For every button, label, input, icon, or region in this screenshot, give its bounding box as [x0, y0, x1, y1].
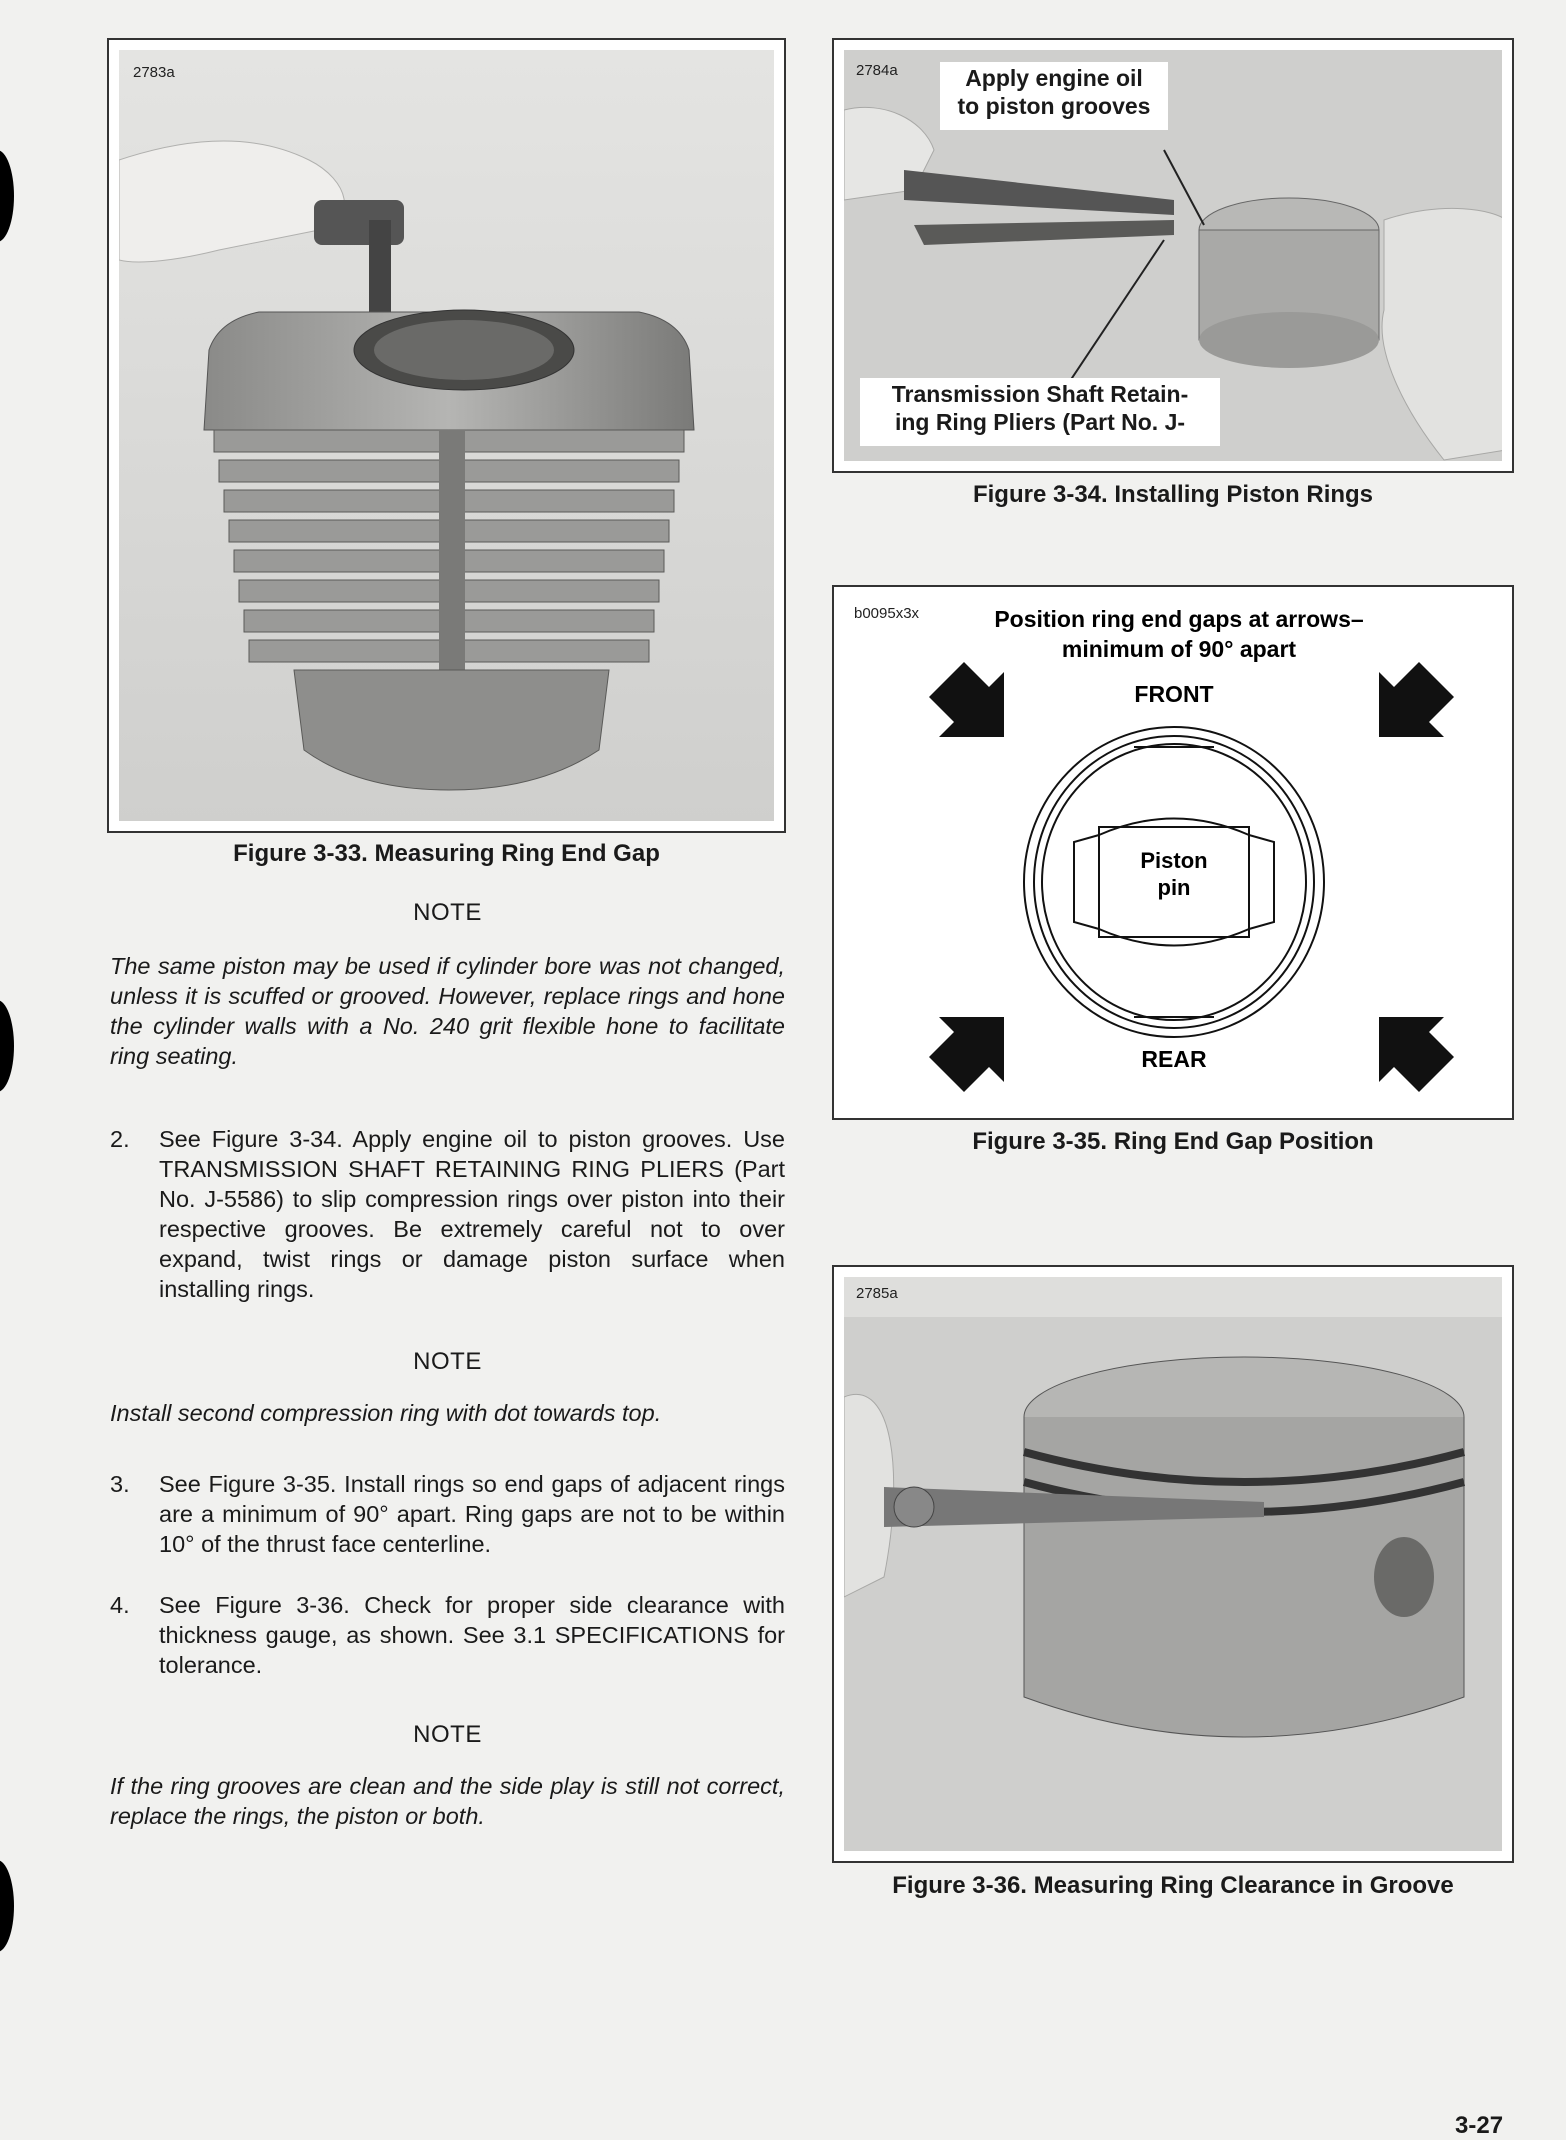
front-label: FRONT: [1134, 681, 1214, 707]
figure-3-34-caption: Figure 3-34. Installing Piston Rings: [972, 481, 1374, 508]
figure-3-33-caption: Figure 3-33. Measuring Ring End Gap: [233, 840, 660, 867]
figure-3-35-diagram: [832, 585, 1514, 1120]
figure-id: 2783a: [133, 64, 175, 81]
step-number: 3.: [110, 1471, 130, 1497]
note-heading: NOTE: [413, 1348, 482, 1375]
step-2: [110, 1124, 785, 1304]
arrow-bottom-left-icon: [929, 1017, 1004, 1092]
rear-label: REAR: [1141, 1046, 1207, 1072]
step-number: 2.: [110, 1126, 130, 1152]
diagram-heading-line2: minimum of 90° apart: [1061, 636, 1297, 662]
callout-apply-oil: Apply engine oil to piston grooves: [940, 62, 1168, 130]
callout-pliers: Transmission Shaft Retain- ing Ring Pliers (Part No. J-: [860, 378, 1220, 446]
figure-3-36-photo: [832, 1265, 1514, 1863]
page-number: 3-27: [1455, 2112, 1504, 2139]
arrow-top-right-icon: [1379, 662, 1454, 737]
note-heading: NOTE: [413, 1721, 482, 1748]
piston-gauge-photo: [844, 1277, 1502, 1851]
figure-id: 2784a: [856, 62, 898, 79]
piston-pin-label-line1: Piston: [1140, 848, 1208, 873]
note-text: The same piston may be used if cylinder bore was not changed, unless it is scuffed or grooved. However, replace rings and hone the cylinder walls with a No. 240 grit flexible hone to facilitate ring seating.: [110, 953, 785, 1069]
binder-hole-bottom: [0, 1860, 14, 1952]
note-heading: NOTE: [413, 899, 482, 926]
cylinder-photo: [119, 50, 774, 821]
figure-id: b0095x3x: [854, 605, 920, 622]
note-text: Install second compression ring with dot towards top.: [110, 1400, 662, 1426]
diagram-heading-line1: Position ring end gaps at arrows–: [994, 606, 1364, 632]
step-text: See Figure 3-36. Check for proper side clearance with thickness gauge, as shown. See 3.1 SPECIFICATIONS for tolerance.: [159, 1592, 785, 1678]
note-text: If the ring grooves are clean and the side play is still not correct, replace the rings, the piston or both.: [110, 1773, 785, 1829]
piston-pin-label-line2: pin: [1157, 875, 1191, 900]
figure-3-35-caption: Figure 3-35. Ring End Gap Position: [972, 1128, 1374, 1155]
arrow-top-left-icon: [929, 662, 1004, 737]
figure-id: 2785a: [856, 1285, 898, 1302]
step-text: See Figure 3-34. Apply engine oil to piston grooves. Use TRANSMISSION SHAFT RETAINING RING PLIERS (Part No. J-5586) to slip compression rings over piston into their respective grooves. Be extremely careful not to over expand, twist rings or damage piston surface when installing rings.: [159, 1126, 785, 1302]
step-text: See Figure 3-35. Install rings so end gaps of adjacent rings are a minimum of 90° apart. Ring gaps are not to be within 10° of the thrust face centerline.: [159, 1471, 785, 1557]
step-3: [110, 1469, 785, 1559]
figure-3-36-caption: Figure 3-36. Measuring Ring Clearance in Groove: [892, 1872, 1454, 1899]
figure-3-34-photo: [832, 38, 1514, 473]
binder-hole-top: [0, 150, 14, 242]
binder-hole-middle: [0, 1000, 14, 1092]
step-number: 4.: [110, 1592, 130, 1618]
arrow-bottom-right-icon: [1379, 1017, 1454, 1092]
figure-3-33-photo: [107, 38, 786, 833]
step-4: [110, 1590, 785, 1680]
